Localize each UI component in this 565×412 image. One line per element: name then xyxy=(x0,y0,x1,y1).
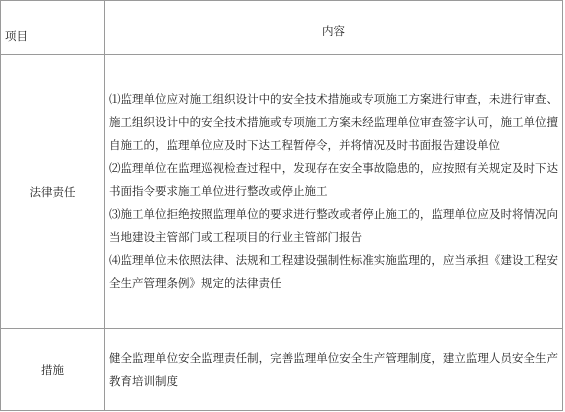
table-row-legal-liability xyxy=(1,55,563,329)
table-row-measures xyxy=(1,329,563,411)
row-content-measures xyxy=(105,329,563,411)
row-content-legal-liability xyxy=(105,55,563,329)
row-label-measures: 措施 xyxy=(1,329,105,411)
liability-paragraph-1: ⑴监理单位应对施工组织设计中的安全技术措施或专项施工方案进行审查，未进行审查、施工组织设计中的安全技术措施或专项施工方案未经监理单位审查签字认可，施工单位擅自施工的，监理单位应及时下达工程暂停令，并将情况及时书面报告建设单位 xyxy=(109,92,558,152)
row-label-legal-liability: 法律责任 xyxy=(1,55,105,329)
header-item: 项目 xyxy=(1,1,105,55)
table-header-row xyxy=(1,1,563,55)
header-content: 内容 xyxy=(105,1,563,55)
liability-paragraph-3: ⑶施工单位拒绝按照监理单位的要求进行整改或者停止施工的，监理单位应及时将情况向当地建设主管部门或工程项目的行业主管部门报告 xyxy=(109,207,558,244)
measures-paragraph: 健全监理单位安全监理责任制，完善监理单位安全生产管理制度，建立监理人员安全生产教育培训制度 xyxy=(109,350,558,388)
liability-paragraph-2: ⑵监理单位在监理巡视检查过程中，发现存在安全事故隐患的，应按照有关规定及时下达书面指令要求施工单位进行整改或停止施工 xyxy=(109,161,558,198)
liability-paragraph-4: ⑷监理单位未依照法律、法规和工程建设强制性标准实施监理的，应当承担《建设工程安全生产管理条例》规定的法律责任 xyxy=(109,253,558,290)
